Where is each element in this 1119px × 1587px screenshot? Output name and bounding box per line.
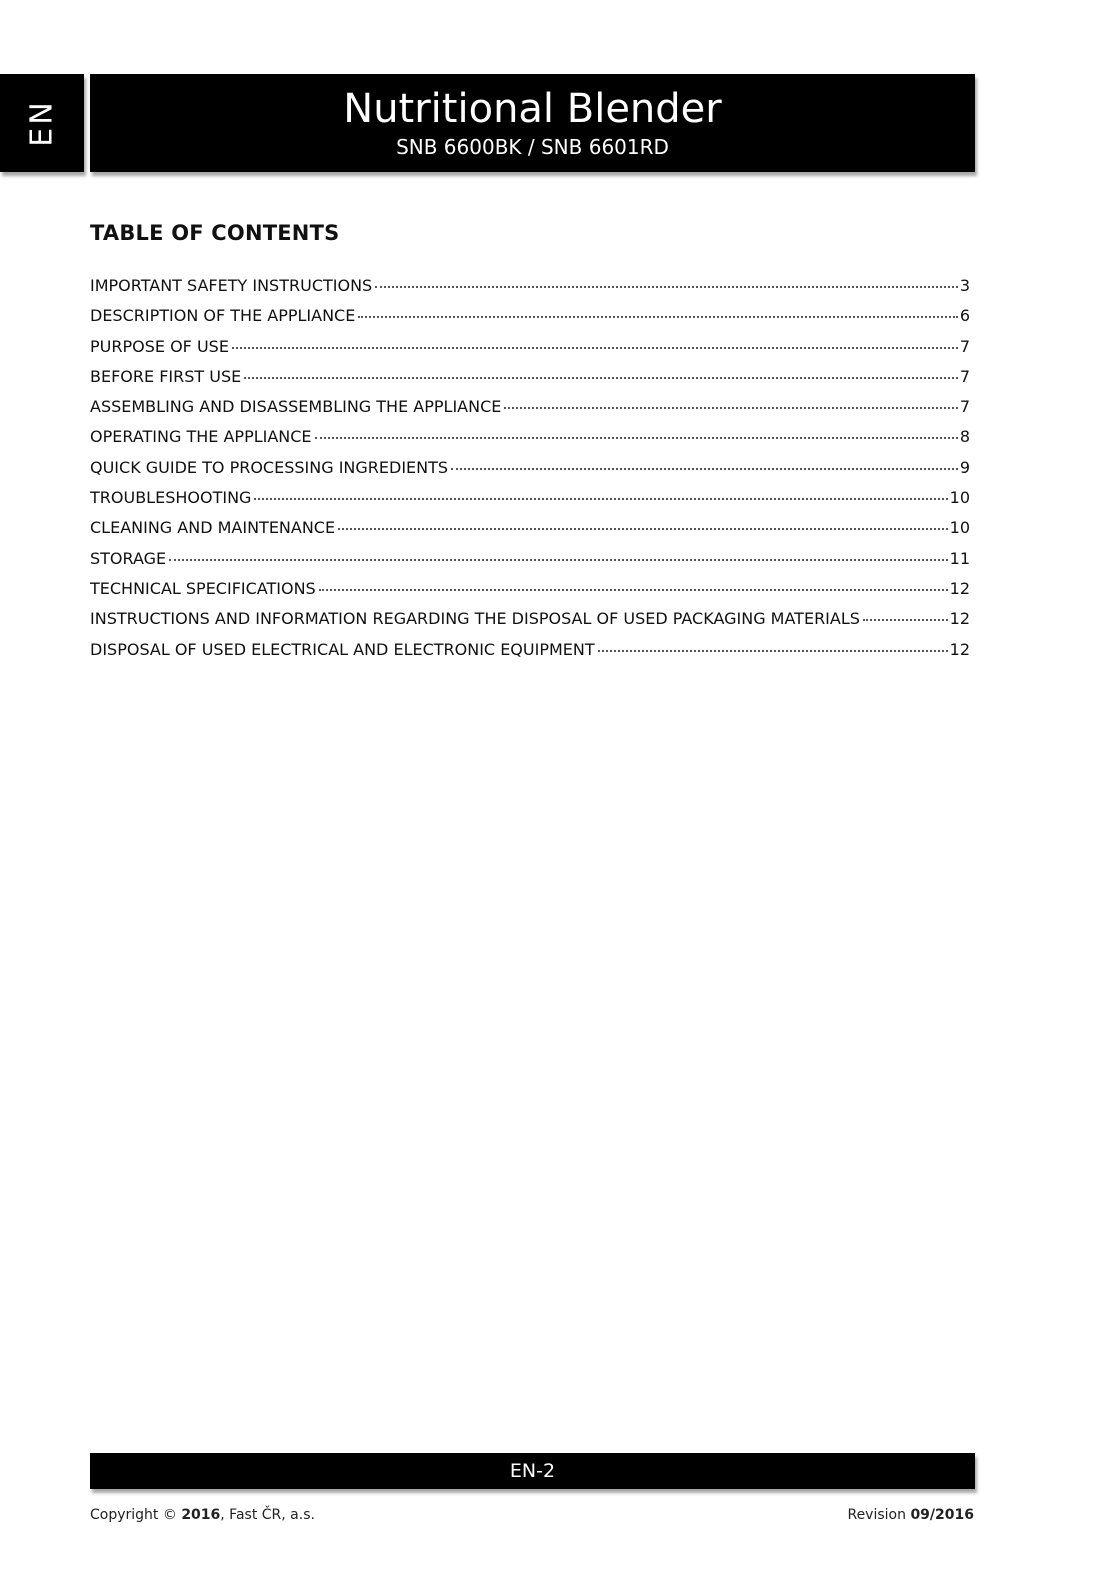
- document-title: Nutritional Blender: [343, 86, 722, 132]
- toc-dot-leader: [244, 377, 958, 379]
- toc-entry[interactable]: [90, 579, 970, 609]
- toc-entry[interactable]: [90, 549, 970, 579]
- toc-entry[interactable]: [90, 488, 970, 518]
- toc-entry[interactable]: [90, 518, 970, 548]
- toc-entry-label: OPERATING THE APPLIANCE: [90, 427, 312, 447]
- toc-entry-page: 7: [959, 336, 970, 356]
- toc-entry-page: 8: [959, 427, 970, 447]
- toc-entry[interactable]: [90, 609, 970, 639]
- toc-entry[interactable]: [90, 276, 970, 306]
- footer-bar: [90, 1453, 975, 1489]
- copyright-prefix: Copyright ©: [90, 1507, 177, 1523]
- toc-entry-page: 7: [959, 366, 970, 386]
- toc-entry-label: DESCRIPTION OF THE APPLIANCE: [90, 306, 356, 326]
- language-tab-label: EN: [24, 99, 60, 147]
- toc-dot-leader: [338, 528, 948, 530]
- table-of-contents: [90, 276, 970, 670]
- toc-entry-label: DISPOSAL OF USED ELECTRICAL AND ELECTRONIC EQUIPMENT: [90, 639, 595, 659]
- toc-entry-label: QUICK GUIDE TO PROCESSING INGREDIENTS: [90, 457, 449, 477]
- toc-dot-leader: [375, 286, 958, 288]
- toc-entry[interactable]: [90, 397, 970, 427]
- toc-dot-leader: [169, 559, 947, 561]
- toc-entry-page: 6: [959, 306, 970, 326]
- toc-entry[interactable]: [90, 306, 970, 336]
- toc-entry-label: PURPOSE OF USE: [90, 336, 229, 356]
- toc-entry-page: 12: [949, 578, 970, 598]
- toc-dot-leader: [315, 437, 958, 439]
- toc-entry[interactable]: [90, 640, 970, 670]
- toc-dot-leader: [863, 619, 948, 621]
- toc-entry-page: 12: [949, 609, 970, 629]
- toc-entry-page: 7: [959, 397, 970, 417]
- copyright-notice: [90, 1507, 315, 1523]
- toc-dot-leader: [232, 347, 958, 349]
- toc-entry-page: 3: [959, 276, 970, 295]
- toc-entry-page: 12: [949, 639, 970, 659]
- toc-dot-leader: [254, 498, 947, 500]
- toc-entry-label: ASSEMBLING AND DISASSEMBLING THE APPLIANCE: [90, 397, 502, 417]
- toc-dot-leader: [504, 407, 957, 409]
- language-tab: [0, 74, 84, 172]
- toc-entry-label: INSTRUCTIONS AND INFORMATION REGARDING THE DISPOSAL OF USED PACKAGING MATERIALS: [90, 609, 860, 629]
- copyright-company: , Fast ČR, a.s.: [220, 1507, 315, 1523]
- toc-entry-page: 10: [949, 518, 970, 538]
- revision-notice: [847, 1507, 974, 1523]
- toc-entry-label: BEFORE FIRST USE: [90, 366, 242, 386]
- toc-dot-leader: [358, 316, 957, 318]
- toc-entry-label: CLEANING AND MAINTENANCE: [90, 518, 336, 538]
- toc-heading: TABLE OF CONTENTS: [90, 221, 340, 245]
- toc-entry-page: 9: [959, 457, 970, 477]
- copyright-year: 2016: [181, 1507, 221, 1523]
- toc-dot-leader: [598, 650, 948, 652]
- toc-entry-label: TECHNICAL SPECIFICATIONS: [90, 578, 316, 598]
- toc-entry-label: STORAGE: [90, 548, 167, 568]
- toc-entry-label: IMPORTANT SAFETY INSTRUCTIONS: [90, 276, 373, 295]
- toc-entry-page: 11: [949, 548, 970, 568]
- model-numbers: SNB 6600BK / SNB 6601RD: [396, 135, 669, 159]
- toc-entry[interactable]: [90, 458, 970, 488]
- toc-entry[interactable]: [90, 337, 970, 367]
- toc-dot-leader: [451, 468, 958, 470]
- toc-entry-label: TROUBLESHOOTING: [90, 488, 252, 508]
- toc-entry-page: 10: [949, 488, 970, 508]
- revision-label: Revision: [847, 1507, 906, 1523]
- header-bar: [90, 74, 975, 172]
- toc-entry[interactable]: [90, 427, 970, 457]
- page-number: EN-2: [509, 1460, 556, 1482]
- toc-entry[interactable]: [90, 367, 970, 397]
- toc-dot-leader: [319, 589, 948, 591]
- revision-value: 09/2016: [910, 1507, 974, 1523]
